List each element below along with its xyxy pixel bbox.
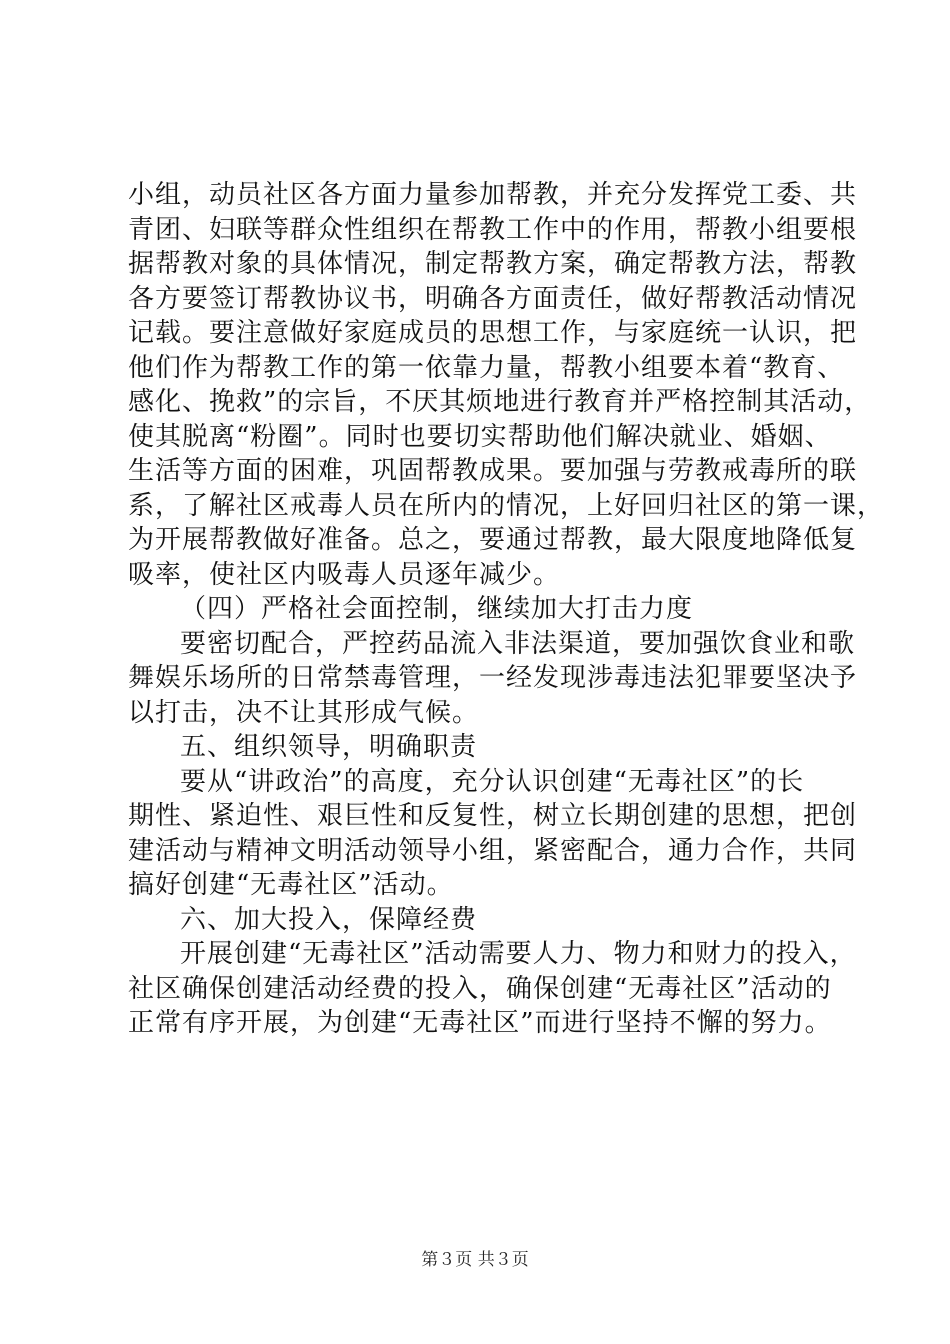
body-line: 六、加大投入，保障经费	[180, 904, 478, 935]
body-line: 使其脱离“粉圈”。同时也要切实帮助他们解决就业、婚姻、	[128, 421, 832, 452]
body-line: 生活等方面的困难，巩固帮教成果。要加强与劳教戒毒所的联	[128, 456, 858, 486]
body-line: 要从“讲政治”的高度，充分认识创建“无毒社区”的长	[180, 766, 805, 797]
body-line: 社区确保创建活动经费的投入，确保创建“无毒社区”活动的	[128, 973, 832, 1004]
body-line: 小组，动员社区各方面力量参加帮教，并充分发挥党工委、共	[128, 180, 858, 210]
body-line: 据帮教对象的具体情况，制定帮教方案，确定帮教方法，帮教	[128, 249, 858, 279]
body-line: 以打击，决不让其形成气候。	[128, 697, 480, 728]
body-line: 系，了解社区戒毒人员在所内的情况，上好回归社区的第一课，	[128, 490, 885, 521]
body-line: 青团、妇联等群众性组织在帮教工作中的作用，帮教小组要根	[128, 214, 858, 245]
document-body	[128, 178, 885, 1041]
body-line: 为开展帮教做好准备。总之，要通过帮教，最大限度地降低复	[128, 525, 858, 555]
body-line: 吸率，使社区内吸毒人员逐年减少。	[128, 559, 561, 590]
body-line: 各方要签订帮教协议书，明确各方面责任，做好帮教活动情况	[128, 283, 858, 314]
body-line: （四）严格社会面控制，继续加大打击力度	[180, 594, 694, 624]
body-line: 感化、挽救”的宗旨，不厌其烦地进行教育并严格控制其活动，	[128, 387, 872, 417]
body-line: 开展创建“无毒社区”活动需要人力、物力和财力的投入，	[180, 939, 857, 969]
body-line: 记载。要注意做好家庭成员的思想工作，与家庭统一认识，把	[128, 318, 858, 348]
body-line: 五、组织领导，明确职责	[180, 732, 478, 762]
body-line: 他们作为帮教工作的第一依靠力量，帮教小组要本着“教育、	[128, 352, 845, 383]
body-line: 建活动与精神文明活动领导小组，紧密配合，通力合作，共同	[128, 835, 858, 866]
page-footer: 第３页 共３页	[421, 1250, 529, 1270]
body-line: 正常有序开展，为创建“无毒社区”而进行坚持不懈的努力。	[128, 1008, 832, 1038]
body-line: 要密切配合，严控药品流入非法渠道，要加强饮食业和歌	[180, 628, 856, 659]
body-line: 期性、紧迫性、艰巨性和反复性，树立长期创建的思想，把创	[128, 801, 858, 831]
body-line: 搞好创建“无毒社区”活动。	[128, 870, 454, 900]
body-line: 舞娱乐场所的日常禁毒管理，一经发现涉毒违法犯罪要坚决予	[128, 663, 858, 693]
